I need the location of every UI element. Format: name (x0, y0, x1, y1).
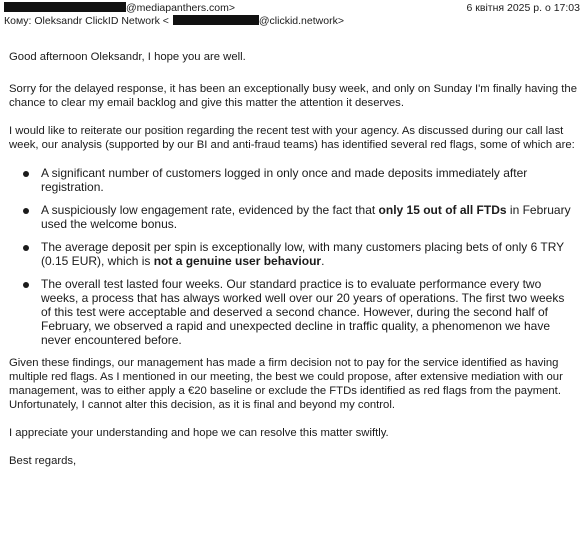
redacted-sender (4, 2, 126, 12)
bullet-text: The overall test lasted four weeks. Our standard practice is to evaluate performance every two weeks, a process that has always worked well over our 20 years of operations. The first two weeks of this test were acceptable and deserved a second chance. However, during the second half of February, we observed a rapid and unexpected decline in traffic quality, a phenomenon we have never encountered before. (41, 277, 565, 347)
greeting: Good afternoon Oleksandr, I hope you are well. (9, 51, 246, 63)
list-item (9, 277, 577, 347)
bullet-text-before: The average deposit per spin is exceptionally low, with many customers placing bets of only 6 TRY (0.15 EUR), which is (41, 240, 564, 268)
bullet-icon (23, 282, 29, 288)
bullet-icon (23, 171, 29, 177)
to-name[interactable]: Oleksandr ClickID Network < (34, 15, 169, 27)
bullet-text: A significant number of customers logged in only once and made deposits immediately after registration. (41, 166, 528, 194)
list-item (9, 203, 577, 231)
email-header (0, 0, 585, 34)
paragraph-closing: I appreciate your understanding and hope we can resolve this matter swiftly. (9, 427, 389, 439)
bullet-text-after: in February used the welcome bonus. (41, 203, 571, 231)
bullet-bold-text: not a genuine user behaviour (153, 254, 322, 268)
bullet-icon (23, 208, 29, 214)
paragraph-apology: Sorry for the delayed response, it has been an exceptionally busy week, and only on Sunday I'm finally having the chance to clear my email backlog and give this matter the attention it deserves. (9, 83, 577, 109)
bullet-icon (23, 245, 29, 251)
red-flags-list (9, 166, 577, 347)
list-item (9, 166, 577, 194)
redacted-recipient (173, 15, 259, 25)
bullet-text-after: . (321, 254, 325, 268)
signoff: Best regards, (9, 455, 77, 467)
list-item (9, 240, 577, 268)
bullet-text-before: A suspiciously low engagement rate, evidenced by the fact that (41, 203, 379, 217)
email-body (9, 50, 577, 482)
from-address-suffix: @mediapanthers.com> (126, 2, 236, 14)
to-address-suffix[interactable]: @clickid.network> (258, 15, 344, 27)
paragraph-decision: Given these findings, our management has made a firm decision not to pay for the service identified as having multiple red flags. As I mentioned in our meeting, the best we could propose, after extensive mediation with our management, was to either apply a €20 baseline or exclude the FTDs identified as red flags from the payment. Unfortunately, I cannot alter this decision, as it is final and beyond my control. (9, 357, 563, 411)
to-line (4, 15, 344, 27)
email-date: 6 квітня 2025 р. о 17:03 (466, 2, 580, 14)
from-line (4, 2, 235, 14)
paragraph-position: I would like to reiterate our position regarding the recent test with your agency. As discussed during our call last week, our analysis (supported by our BI and anti-fraud teams) has identified several red flags, some of which are: (9, 125, 575, 151)
to-label: Кому: (4, 15, 32, 27)
bullet-bold-text: only 15 out of all FTDs (378, 203, 507, 217)
